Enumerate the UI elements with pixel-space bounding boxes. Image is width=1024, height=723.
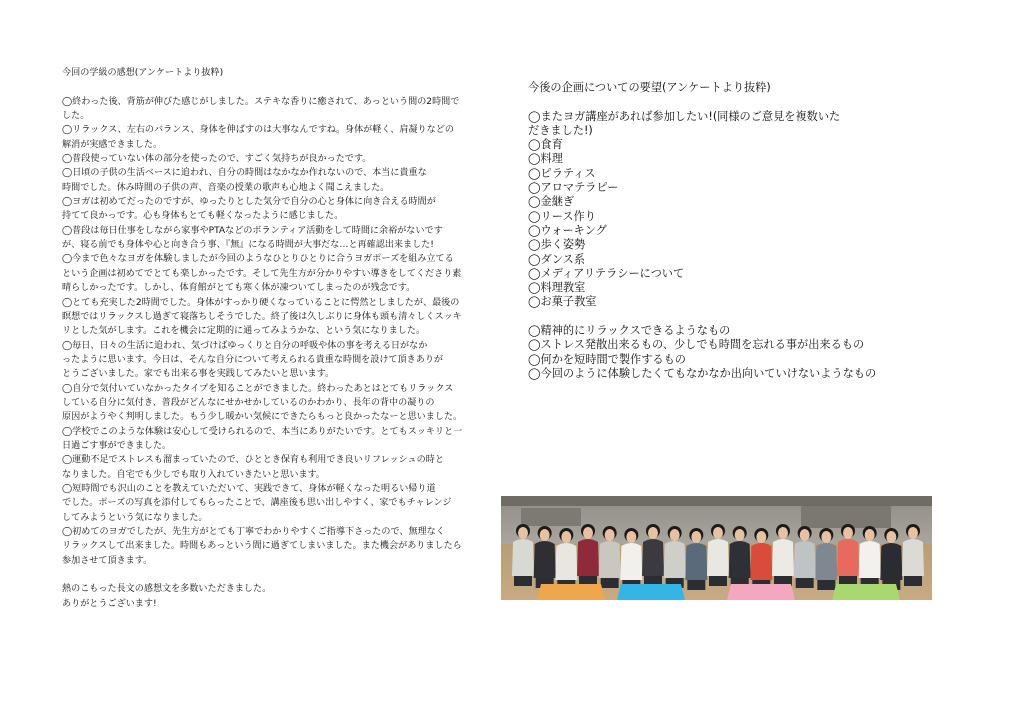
request-item: ◯今回のように体験したくてもなかなか出向いていけないようなもの <box>528 366 877 380</box>
impression-line: ◯終わった後、背筋が伸びた感じがしました。ステキな香りに癒されて、あっという間の2時間で <box>62 96 460 107</box>
request-item: ◯アロマテラピー <box>528 181 619 195</box>
impression-line: 参加させて頂きます。 <box>62 555 153 566</box>
impression-line: ◯普段使っていない体の部分を使ったので、すごく気持ちが良かったです。 <box>62 154 372 165</box>
request-item: ◯ストレス発散出来るもの、少しでも時間を忘れる事が出来るもの <box>528 338 865 352</box>
impression-line: ◯学校でこのような体験は安心して受けられるので、本当にありがたいです。とてもスッキリと一 <box>62 426 463 437</box>
request-item: ◯食育 <box>528 138 563 152</box>
impression-line: でした。ポーズの写真を添付してもらったことで、講座後も思い出しやすく、家でもチャレンジ <box>62 498 452 509</box>
request-item: ◯金継ぎ <box>528 195 575 209</box>
impression-line: ◯自分で気付いていなかったタイプを知ることができました。終わったあとはとてもリラックス <box>62 383 454 394</box>
request-item: ◯料理教室 <box>528 281 586 295</box>
request-item: ◯お菓子教室 <box>528 295 597 309</box>
impressions-title: 今回の学級の感想(アンケートより抜粋) <box>62 68 224 78</box>
request-item: ◯メディアリテラシーについて <box>528 266 685 280</box>
impression-line: ◯日頃の子供の生活ベースに追われ、自分の時間はなかなか作れないので、本当に貴重な <box>62 168 427 179</box>
impression-line: 時間でした。休み時間の子供の声、音楽の授業の歌声も心地よく聞こえました。 <box>62 182 390 193</box>
impression-line: が、寝る前でも身体や心と向き合う事、『無』になる時間が大事だな…と再確認出来ました! <box>62 240 434 251</box>
requests-list-topics <box>528 110 908 310</box>
group-photo <box>501 496 932 600</box>
closing-line: 熱のこもった長文の感想文を多数いただきました。 <box>62 584 272 595</box>
yoga-mat <box>537 584 605 600</box>
impression-line: 晴らしかったです。しかし、体育館がとても寒く体が凍ついてしまったのが残念です。 <box>62 283 416 294</box>
impression-line: とうございました。家でも出来る事を実践してみたいと思います。 <box>62 369 335 380</box>
closing-line: ありがとうございます! <box>62 598 157 609</box>
spacer <box>528 310 908 324</box>
impression-line: ◯短時間でも沢山のことを教えていただいて、実践できて、身体が軽くなった明るい帰り道 <box>62 483 436 494</box>
requests-section <box>528 81 908 381</box>
impression-line: なりました。自宅でも少しでも取り入れていきたいと思います。 <box>62 469 325 480</box>
request-item: ◯ダンス系 <box>528 252 586 266</box>
impressions-section <box>62 66 487 611</box>
impression-line: リとした気がします。これを機会に定期的に通ってみようかな、という気になりました。 <box>62 326 426 337</box>
request-item: ◯ウォーキング <box>528 223 607 237</box>
request-item: ◯精神的にリラックスできるようなもの <box>528 324 731 338</box>
yoga-mat <box>617 584 685 600</box>
impression-line: している自分に気付き、普段がどんなにせかせかしているのかわかり、長年の背中の凝りの <box>62 397 435 408</box>
impression-line: ◯リラックス、左右のバランス、身体を伸ばすのは大事なんですね。身体が軽く、肩凝りなどの <box>62 125 454 136</box>
request-item: ◯何かを短時間で製作するもの <box>528 352 686 366</box>
impression-line: 日過ごす事ができました。 <box>62 440 172 451</box>
request-item: だきました!) <box>528 123 593 137</box>
impression-line: ◯とても充実した2時間でした。身体がすっかり硬くなっていることに愕然としましたが、最後の <box>62 297 460 308</box>
impression-line: してみようという気になりました。 <box>62 512 208 523</box>
impression-line: という企画は初めてでとても楽しかったです。そして先生方が分かりやすい導きをしてくださり素 <box>62 268 462 279</box>
impression-line: ったように思います。今日は、そんな自分について考えられる貴重な時間を設けて頂きありが <box>62 354 444 365</box>
requests-title: 今後の企画についての要望(アンケートより抜粋) <box>528 81 771 94</box>
impression-line: 解消が実感できました。 <box>62 139 163 150</box>
impression-line: ◯ヨガは初めてだったのですが、ゆったりとした気分で自分の心と身体に向き合える時間が <box>62 197 436 208</box>
request-item: ◯歩く姿勢 <box>528 238 586 252</box>
yoga-mat <box>727 584 795 600</box>
impression-line: 原因がようやく判明しました。もう少し暖かい気候にできたらもっと良かったなーと思いました。 <box>62 412 463 423</box>
impression-line: ◯初めてのヨガでしたが、先生方がとても丁寧でわかりやすくご指導下さったので、無理なく <box>62 527 445 537</box>
requests-list-types <box>528 324 908 381</box>
request-item: ◯ピラティス <box>528 166 596 180</box>
yoga-mat <box>832 584 900 600</box>
request-item: ◯またヨガ講座があれば参加したい!(同様のご意見を複数いた <box>528 109 841 123</box>
impression-line: ◯運動不足でストレスも溜まっていたので、ひととき保育も利用でき良いリフレッシュの時と <box>62 455 444 466</box>
spacer <box>62 568 487 582</box>
spacer <box>62 80 487 94</box>
impression-line: ◯毎日、日々の生活に追われ、気づけばゆっくりと自分の呼吸や体の事を考える日がなか <box>62 340 428 351</box>
impression-line: した。 <box>62 111 90 122</box>
impression-line: ◯普段は毎日仕事をしながら家事やPTAなどのボランティア活動をして時間に余裕がないです <box>62 225 443 236</box>
spacer <box>528 95 908 109</box>
impressions-list <box>62 95 487 568</box>
impression-line: ◯今まで色々なヨガを体験しましたが今回のようなひとりひとりに合うヨガポーズを組み立てる <box>62 254 454 265</box>
request-item: ◯料理 <box>528 152 563 166</box>
impression-line: リラックスして出来ました。時間もあっという間に過ぎてしまいました。また機会がありましたら <box>62 541 462 552</box>
request-item: ◯リース作り <box>528 209 596 223</box>
impression-line: 瞑想ではリラックスし過ぎて寝落ちしそうでした。終了後は久しぶりに身体も頭も清々しくスッキ <box>62 311 462 322</box>
impression-line: 持てて良かっです。心も身体もとても軽くなったように感じました。 <box>62 211 344 222</box>
